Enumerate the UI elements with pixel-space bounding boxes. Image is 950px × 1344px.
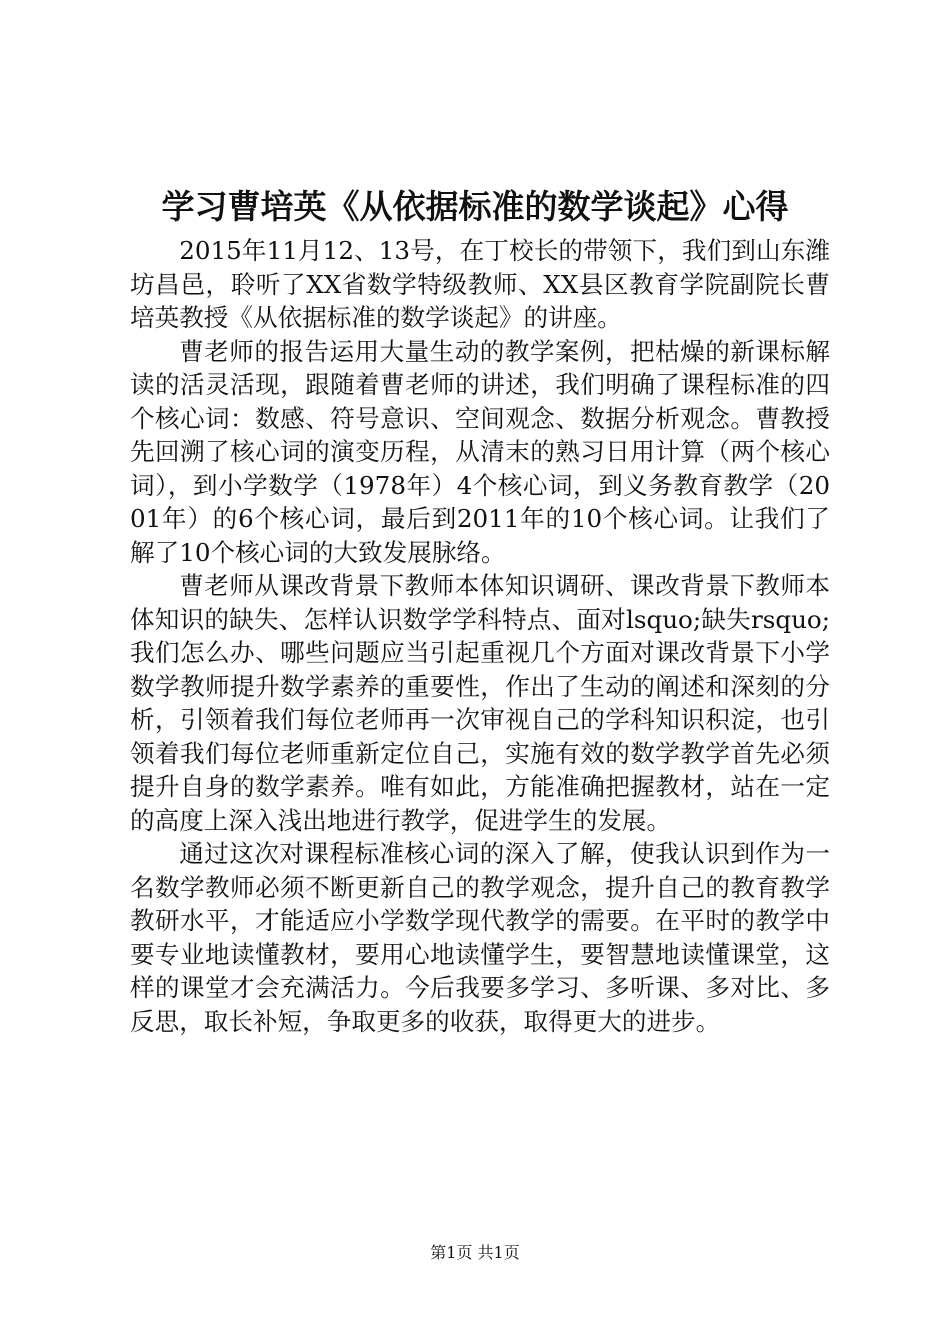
page-footer: 第1页 共1页	[430, 1243, 520, 1262]
paragraph-4: 通过这次对课程标准核心词的深入了解，使我认识到作为一名数学教师必须不断更新自己的教学观念，提升自己的教育教学教研水平，才能适应小学数学现代教学的需要。在平时的教学中要专业地读懂教材，要用心地读懂学生，要智慧地读懂课堂，这样的课堂才会充满活力。今后我要多学习、多听课、多对比、多反思，取长补短，争取更多的收获，取得更大的进步。	[130, 839, 830, 1036]
paragraph-2: 曹老师的报告运用大量生动的教学案例，把枯燥的新课标解读的活灵活现，跟随着曹老师的讲述，我们明确了课程标准的四个核心词：数感、符号意识、空间观念、数据分析观念。曹教授先回溯了核心词的演变历程，从清末的熟习日用计算（两个核心词），到小学数学（1978年）4个核心词，到义务教育教学（2001年）的6个核心词，最后到2011年的10个核心词。让我们了解了10个核心词的大致发展脉络。	[130, 336, 830, 567]
paragraph-1: 2015年11月12、13号，在丁校长的带领下，我们到山东潍坊昌邑，聆听了XX省数学特级教师、XX县区教育学院副院长曹培英教授《从依据标准的数学谈起》的讲座。	[130, 236, 830, 332]
paragraph-3: 曹老师从课改背景下教师本体知识调研、课改背景下教师本体知识的缺失、怎样认识数学学科特点、面对lsquo;缺失rsquo;我们怎么办、哪些问题应当引起重视几个方面对课改背景下小学数学教师提升数学素养的重要性，作出了生动的阐述和深刻的分析，引领着我们每位老师再一次审视自己的学科知识积淀，也引领着我们每位老师重新定位自己，实施有效的数学教学首先必须提升自身的数学素养。唯有如此，方能准确把握教材，站在一定的高度上深入浅出地进行教学，促进学生的发展。	[130, 571, 830, 835]
document-body	[130, 234, 830, 1038]
document-title: 学习曹培英《从依据标准的数学谈起》心得	[161, 187, 789, 226]
